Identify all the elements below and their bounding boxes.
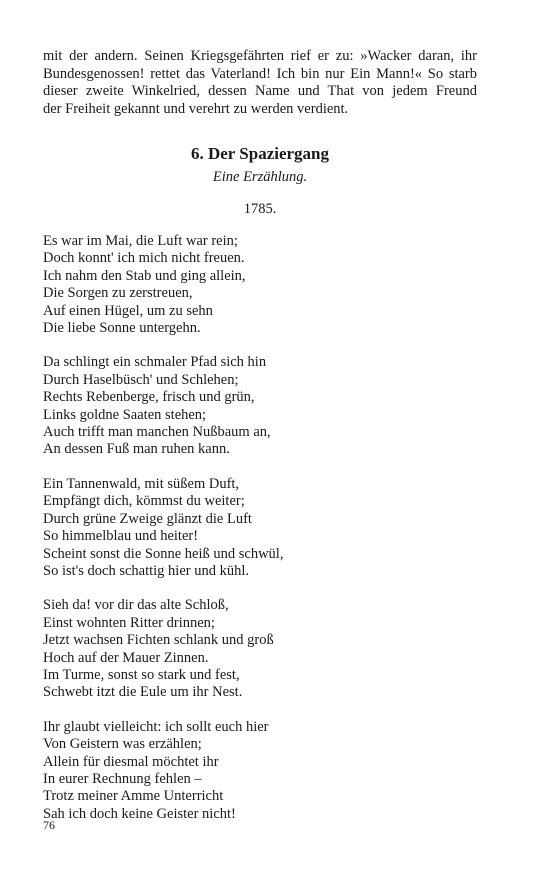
verse-line: Da schlingt ein schmaler Pfad sich hin: [43, 354, 267, 371]
verse-line: Auch trifft man manchen Nußbaum an,: [43, 424, 271, 441]
verse-line: Schwebt itzt die Eule um ihr Nest.: [43, 684, 243, 701]
verse-line: An dessen Fuß man ruhen kann.: [43, 441, 230, 458]
verse-line: Allein für diesmal möchtet ihr: [43, 753, 219, 770]
poem: [43, 233, 477, 823]
intro-paragraph: [43, 48, 477, 118]
verse-line: Die Sorgen zu zerstreuen,: [43, 285, 193, 302]
verse-line: Sieh da! vor dir das alte Schloß,: [43, 597, 229, 614]
verse-line: Sah ich doch keine Geister nicht!: [43, 805, 236, 822]
stanza: [43, 354, 477, 458]
intro-line: dieser zweite Winkelried, dessen Name und That von jedem Freund: [43, 83, 477, 99]
verse-line: Ich nahm den Stab und ging allein,: [43, 267, 246, 284]
intro-line: der Freiheit gekannt und verehrt zu werden verdient.: [43, 100, 349, 117]
verse-line: So himmelblau und heiter!: [43, 528, 199, 545]
verse-line: Auf einen Hügel, um zu sehn: [43, 302, 213, 319]
verse-line: Durch grüne Zweige glänzt die Luft: [43, 510, 252, 527]
verse-line: Von Geistern was erzählen;: [43, 736, 202, 753]
verse-line: Doch konnt' ich mich nicht freuen.: [43, 250, 245, 267]
stanza: [43, 233, 477, 337]
verse-line: Im Turme, sonst so stark und fest,: [43, 666, 240, 683]
verse-line: Empfängt dich, kömmst du weiter;: [43, 493, 245, 510]
verse-line: In eurer Rechnung fehlen –: [43, 770, 202, 787]
verse-line: Die liebe Sonne untergehn.: [43, 320, 201, 337]
verse-line: Trotz meiner Amme Unterricht: [43, 788, 224, 805]
stanza: [43, 476, 477, 580]
section-subtitle: Eine Erzählung.: [212, 169, 308, 185]
verse-line: Einst wohnten Ritter drinnen;: [43, 614, 215, 631]
section-heading: 6. Der Spaziergang: [190, 144, 330, 163]
poem-year: 1785.: [243, 201, 277, 217]
page-number: 76: [43, 818, 55, 832]
verse-line: Ihr glaubt vielleicht: ich sollt euch hier: [43, 718, 269, 735]
verse-line: Es war im Mai, die Luft war rein;: [43, 233, 238, 249]
verse-line: Ein Tannenwald, mit süßem Duft,: [43, 475, 240, 492]
verse-line: Links goldne Saaten stehen;: [43, 406, 207, 423]
verse-line: So ist's doch schattig hier und kühl.: [43, 562, 250, 579]
verse-line: Jetzt wachsen Fichten schlank und groß: [43, 632, 274, 649]
verse-line: Scheint sonst die Sonne heiß und schwül,: [43, 545, 284, 562]
intro-line: Bundesgenossen! rettet das Vaterland! Ich bin nur Ein Mann!« So starb: [43, 65, 477, 82]
stanza: [43, 719, 477, 823]
verse-line: Rechts Rebenberge, frisch und grün,: [43, 389, 255, 406]
verse-line: Durch Haselbüsch' und Schlehen;: [43, 371, 239, 388]
intro-line: mit der andern. Seinen Kriegsgefährten rief er zu: »Wacker daran, ihr: [43, 48, 477, 64]
document-page: [43, 48, 477, 840]
verse-line: Hoch auf der Mauer Zinnen.: [43, 649, 209, 666]
stanza: [43, 597, 477, 701]
